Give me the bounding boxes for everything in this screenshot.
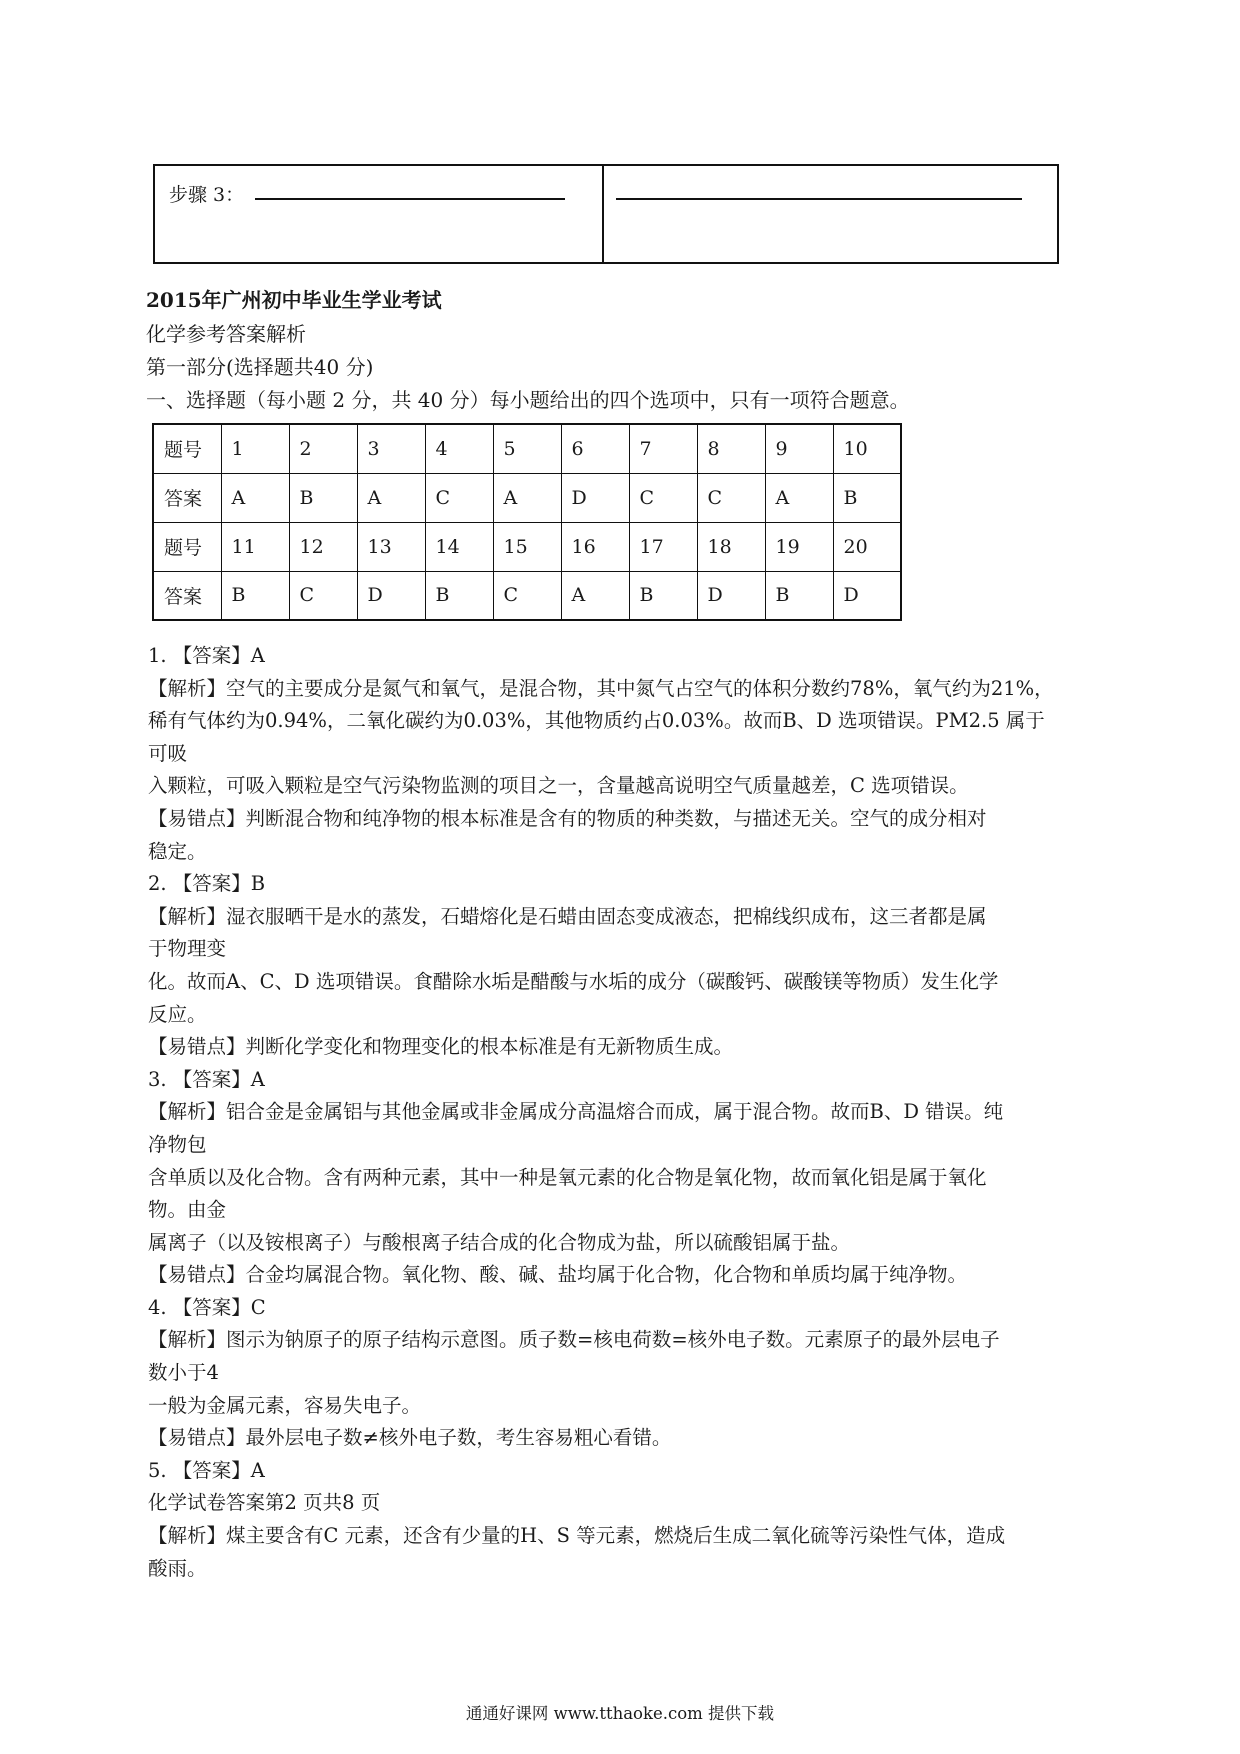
- answer-cell: 18: [697, 522, 765, 571]
- answer-cell: A: [357, 473, 425, 522]
- answer-cell: A: [221, 473, 289, 522]
- answer-cell: 19: [765, 522, 833, 571]
- answer-cell: A: [765, 473, 833, 522]
- answer-cell: A: [493, 473, 561, 522]
- answer-cell: B: [629, 571, 697, 620]
- answer-table-row: [153, 571, 901, 620]
- text-line: 1. 【答案】A: [148, 644, 265, 667]
- answer-table-row: [153, 424, 901, 473]
- text-line: 5. 【答案】A: [148, 1458, 265, 1482]
- answer-cell: 9: [765, 424, 833, 473]
- exam-title: 2015年广州初中毕业生学业考试: [146, 288, 442, 312]
- answer-table: [152, 423, 902, 621]
- text-line: 【易错点】合金均属混合物。氧化物、酸、碱、盐均属于化合物，化合物和单质均属于纯净物。: [148, 1263, 968, 1287]
- text-line: 【易错点】判断化学变化和物理变化的根本标准是有无新物质生成。: [148, 1035, 734, 1059]
- text-line: 稀有气体约为0.94%，二氧化碳约为0.03%，其他物质约占0.03%。故而B、D 选项错误。PM2.5 属于: [148, 709, 1045, 733]
- answer-cell: 10: [833, 424, 901, 473]
- answer-cell: B: [833, 473, 901, 522]
- text-line: 【解析】铝合金是金属铝与其他金属或非金属成分高温熔合而成，属于混合物。故而B、D 错误。纯: [148, 1100, 1004, 1124]
- answer-table-row: [153, 522, 901, 571]
- text-line: 3. 【答案】A: [148, 1067, 265, 1091]
- text-line: 净物包: [148, 1132, 207, 1156]
- answer-cell: 1: [221, 424, 289, 473]
- footer-source: 通通好课网 www.tthaoke.com 提供下载: [465, 1704, 775, 1723]
- text-line: 于物理变: [148, 937, 227, 961]
- answer-cell: B: [425, 571, 493, 620]
- text-line: 化学试卷答案第2 页共8 页: [148, 1491, 381, 1515]
- answer-cell: 11: [221, 522, 289, 571]
- row-header-cell: 答案: [153, 571, 221, 620]
- text-line: 数小于4: [148, 1361, 219, 1385]
- answer-cell: 20: [833, 522, 901, 571]
- part-one-heading: 第一部分(选择题共40 分): [146, 355, 374, 379]
- answer-explanations: [148, 640, 1108, 1585]
- answer-blank-line: [616, 198, 1022, 200]
- answer-cell: D: [697, 571, 765, 620]
- answer-cell: C: [697, 473, 765, 522]
- answer-cell: 15: [493, 522, 561, 571]
- answer-cell: D: [561, 473, 629, 522]
- answer-cell: C: [289, 571, 357, 620]
- step-table: [153, 164, 1059, 264]
- text-line: 反应。: [148, 1002, 207, 1026]
- text-line: 4. 【答案】C: [148, 1295, 266, 1319]
- answer-cell: 17: [629, 522, 697, 571]
- answer-cell: A: [561, 571, 629, 620]
- text-line: 可吸: [148, 741, 188, 765]
- answer-cell: C: [493, 571, 561, 620]
- text-line: 酸雨。: [148, 1556, 207, 1580]
- text-line: 【解析】煤主要含有C 元素，还含有少量的H、S 等元素，燃烧后生成二氧化硫等污染性气体，造成: [148, 1524, 1006, 1548]
- text-line: 【易错点】最外层电子数≠核外电子数，考生容易粗心看错。: [148, 1426, 672, 1450]
- text-line: 一般为金属元素，容易失电子。: [148, 1393, 422, 1417]
- answer-cell: 14: [425, 522, 493, 571]
- answer-table-row: [153, 473, 901, 522]
- answer-cell: 12: [289, 522, 357, 571]
- text-line: 【解析】空气的主要成分是氮气和氧气，是混合物，其中氮气占空气的体积分数约78%，氧气约为21%，: [148, 676, 1054, 700]
- answer-cell: 13: [357, 522, 425, 571]
- text-line: 入颗粒，可吸入颗粒是空气污染物监测的项目之一，含量越高说明空气质量越差，C 选项错误。: [148, 774, 969, 798]
- answer-cell: D: [833, 571, 901, 620]
- step-cell-right: [603, 165, 1058, 263]
- answer-blank-line: [255, 198, 565, 200]
- text-line: 物。由金: [148, 1198, 227, 1222]
- text-line: 【解析】图示为钠原子的原子结构示意图。质子数=核电荷数=核外电子数。元素原子的最外层电子: [148, 1328, 1000, 1352]
- text-line: 含单质以及化合物。含有两种元素，其中一种是氧元素的化合物是氧化物，故而氧化铝是属于氧化: [148, 1165, 987, 1189]
- answer-cell: 6: [561, 424, 629, 473]
- answer-cell: C: [629, 473, 697, 522]
- answer-cell: 3: [357, 424, 425, 473]
- step-cell-left: [154, 165, 603, 263]
- section-one-heading: 一、选择题（每小题 2 分，共 40 分）每小题给出的四个选项中，只有一项符合题意。: [146, 388, 910, 412]
- text-line: 稳定。: [148, 839, 207, 863]
- answer-cell: 2: [289, 424, 357, 473]
- answer-cell: 8: [697, 424, 765, 473]
- text-line: 【易错点】判断混合物和纯净物的根本标准是含有的物质的种类数，与描述无关。空气的成分相对: [148, 806, 987, 830]
- answer-cell: B: [289, 473, 357, 522]
- answer-cell: B: [765, 571, 833, 620]
- subtitle: 化学参考答案解析: [146, 322, 306, 346]
- text-line: 【解析】湿衣服晒干是水的蒸发，石蜡熔化是石蜡由固态变成液态，把棉线织成布，这三者都是属: [148, 904, 987, 928]
- answer-cell: 4: [425, 424, 493, 473]
- text-line: 化。故而A、C、D 选项错误。食醋除水垢是醋酸与水垢的成分（碳酸钙、碳酸镁等物质）发生化学: [148, 969, 999, 993]
- text-line: 属离子（以及铵根离子）与酸根离子结合成的化合物成为盐，所以硫酸铝属于盐。: [148, 1230, 851, 1254]
- row-header-cell: 答案: [153, 473, 221, 522]
- row-header-cell: 题号: [153, 424, 221, 473]
- text-line: 2. 【答案】B: [148, 872, 266, 896]
- answer-cell: C: [425, 473, 493, 522]
- answer-cell: D: [357, 571, 425, 620]
- row-header-cell: 题号: [153, 522, 221, 571]
- answer-cell: 7: [629, 424, 697, 473]
- answer-cell: B: [221, 571, 289, 620]
- answer-cell: 5: [493, 424, 561, 473]
- step-label: 步骤 3：: [169, 184, 245, 206]
- answer-cell: 16: [561, 522, 629, 571]
